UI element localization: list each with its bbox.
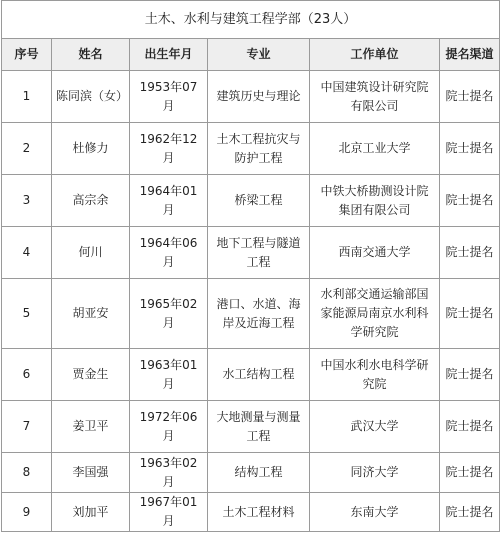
cell-org-line: 中国建筑设计研究院 (320, 79, 429, 94)
cell-org-line: 同济大学 (350, 465, 399, 479)
academician-table (1, 0, 500, 532)
cell-major (208, 175, 310, 227)
cell-org-line: 中铁大桥勘测设计院 (320, 183, 429, 198)
cell-birth: 1967年01月 (130, 493, 208, 532)
table-row (2, 123, 500, 175)
cell-birth: 1964年01月 (130, 175, 208, 227)
cell-org-line: 家能源局南京水利科 (320, 306, 429, 320)
cell-no: 1 (2, 71, 52, 123)
cell-name: 胡亚安 (52, 279, 130, 349)
cell-name: 贾金生 (52, 349, 130, 401)
cell-channel: 院士提名 (440, 453, 500, 493)
cell-org (310, 349, 440, 401)
cell-major (208, 349, 310, 401)
table-row (2, 349, 500, 401)
cell-birth: 1972年06月 (130, 401, 208, 453)
cell-name: 陈同滨（女） (52, 71, 130, 123)
header-no: 序号 (2, 39, 52, 71)
cell-org (310, 279, 440, 349)
cell-org-line: 武汉大学 (350, 419, 399, 433)
cell-major-line: 工程 (246, 254, 271, 269)
cell-org-line: 中国水利水电科学研 (320, 357, 429, 372)
cell-no: 5 (2, 279, 52, 349)
cell-no: 6 (2, 349, 52, 401)
cell-channel: 院士提名 (440, 279, 500, 349)
cell-major-line: 结构工程 (234, 465, 283, 479)
table-row (2, 493, 500, 532)
cell-org (310, 453, 440, 493)
cell-no: 7 (2, 401, 52, 453)
header-birth: 出生年月 (130, 39, 208, 71)
cell-channel: 院士提名 (440, 401, 500, 453)
cell-org (310, 493, 440, 532)
cell-major-line: 防护工程 (234, 150, 283, 165)
table-row (2, 71, 500, 123)
cell-major (208, 493, 310, 532)
cell-no: 8 (2, 453, 52, 493)
header-major: 专业 (208, 39, 310, 71)
cell-org (310, 71, 440, 123)
cell-birth: 1962年12月 (130, 123, 208, 175)
table-row (2, 279, 500, 349)
cell-org (310, 401, 440, 453)
cell-channel: 院士提名 (440, 175, 500, 227)
cell-name: 姜卫平 (52, 401, 130, 453)
cell-channel: 院士提名 (440, 227, 500, 279)
cell-channel: 院士提名 (440, 123, 500, 175)
header-name: 姓名 (52, 39, 130, 71)
cell-major (208, 279, 310, 349)
cell-org-line: 学研究院 (350, 325, 399, 339)
header-org: 工作单位 (310, 39, 440, 71)
cell-org-line: 东南大学 (350, 504, 399, 519)
cell-major-line: 水工结构工程 (222, 367, 295, 381)
cell-major-line: 大地测量与测量 (216, 409, 301, 424)
cell-major-line: 桥梁工程 (234, 193, 283, 207)
table-header-row (2, 39, 500, 71)
cell-no: 9 (2, 493, 52, 532)
cell-major-line: 工程 (246, 428, 271, 443)
cell-channel: 院士提名 (440, 349, 500, 401)
table-title: 土木、水利与建筑工程学部（23人） (2, 1, 500, 39)
cell-org (310, 123, 440, 175)
cell-name: 何川 (52, 227, 130, 279)
cell-org (310, 175, 440, 227)
cell-no: 2 (2, 123, 52, 175)
cell-major (208, 453, 310, 493)
table-title-row (2, 1, 500, 39)
cell-birth: 1965年02月 (130, 279, 208, 349)
cell-org-line: 究院 (362, 376, 387, 391)
table-row (2, 401, 500, 453)
cell-major-line: 土木工程材料 (222, 504, 295, 519)
table-row (2, 175, 500, 227)
cell-major (208, 401, 310, 453)
cell-channel: 院士提名 (440, 493, 500, 532)
cell-name: 高宗余 (52, 175, 130, 227)
cell-org-line: 北京工业大学 (338, 141, 411, 155)
cell-channel: 院士提名 (440, 71, 500, 123)
table-row (2, 227, 500, 279)
header-channel: 提名渠道 (440, 39, 500, 71)
cell-major (208, 71, 310, 123)
cell-birth: 1964年06月 (130, 227, 208, 279)
cell-name: 杜修力 (52, 123, 130, 175)
cell-major (208, 227, 310, 279)
cell-no: 3 (2, 175, 52, 227)
cell-name: 刘加平 (52, 493, 130, 532)
cell-org-line: 西南交通大学 (338, 245, 411, 259)
cell-org-line: 有限公司 (350, 98, 399, 113)
cell-org (310, 227, 440, 279)
cell-major-line: 建筑历史与理论 (216, 89, 301, 103)
cell-birth: 1963年02月 (130, 453, 208, 493)
cell-major-line: 土木工程抗灾与 (216, 131, 301, 146)
cell-birth: 1953年07月 (130, 71, 208, 123)
cell-org-line: 集团有限公司 (338, 202, 411, 217)
cell-major (208, 123, 310, 175)
table-row (2, 453, 500, 493)
cell-major-line: 港口、水道、海 (216, 296, 301, 311)
cell-major-line: 岸及近海工程 (222, 315, 295, 330)
cell-birth: 1963年01月 (130, 349, 208, 401)
cell-major-line: 地下工程与隧道 (216, 235, 301, 250)
cell-name: 李国强 (52, 453, 130, 493)
cell-no: 4 (2, 227, 52, 279)
cell-org-line: 水利部交通运输部国 (320, 287, 429, 301)
